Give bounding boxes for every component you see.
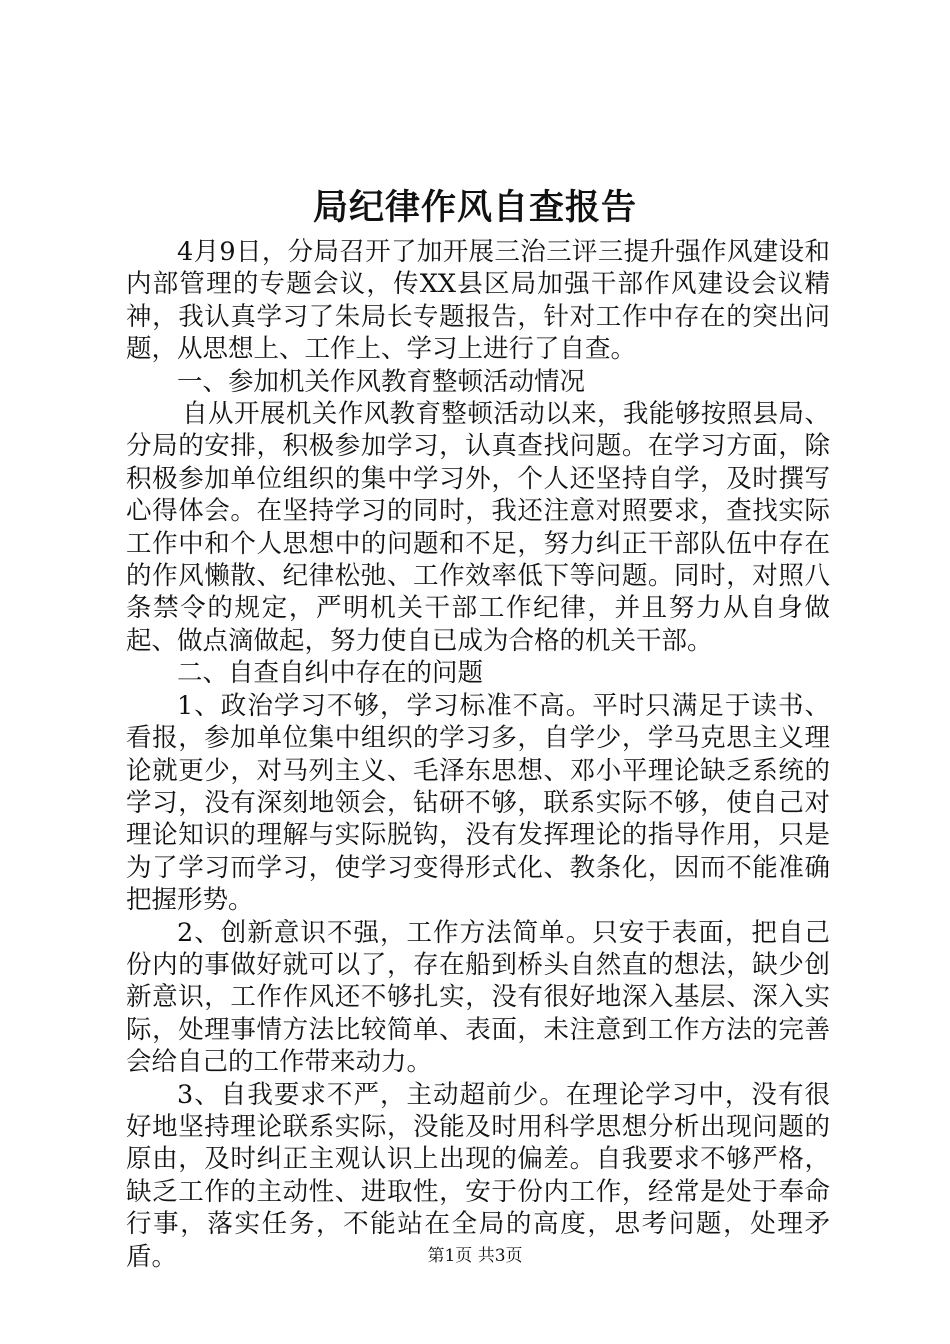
issue-paragraph-2: 2、创新意识不强，工作方法简单。只安于表面，把自己份内的事做好就可以了，存在船到桥头自然直的想法，缺少创新意识，工作作风还不够扎实，没有很好地深入基层、深入实际，处理事情方法比较简单、表面，未注意到工作方法的完善会给自己的工作带来动力。	[126, 917, 830, 1078]
section-heading-1: 一、参加机关作风教育整顿活动情况	[177, 366, 586, 397]
page-footer: 第1页 共3页	[427, 1246, 523, 1266]
document-title: 局纪律作风自查报告	[312, 187, 637, 228]
document-body	[126, 236, 830, 1273]
intro-paragraph: 4月9日，分局召开了加开展三治三评三提升强作风建设和内部管理的专题会议，传XX县区局加强干部作风建设会议精神，我认真学习了朱局长专题报告，针对工作中存在的突出问题，从思想上、工作上、学习上进行了自查。	[126, 237, 830, 365]
section-1-paragraph: 自从开展机关作风教育整顿活动以来，我能够按照县局、分局的安排，积极参加学习，认真查找问题。在学习方面，除积极参加单位组织的集中学习外，个人还坚持自学，及时撰写心得体会。在坚持学习的同时，我还注意对照要求，查找实际工作中和个人思想中的问题和不足，努力纠正干部队伍中存在的作风懒散、纪律松弛、工作效率低下等问题。同时，对照八条禁令的规定，严明机关干部工作纪律，并且努力从自身做起、做点滴做起，努力使自已成为合格的机关干部。	[126, 399, 830, 656]
issue-paragraph-1: 1、政治学习不够，学习标准不高。平时只满足于读书、看报，参加单位集中组织的学习多，自学少，学马克思主义理论就更少，对马列主义、毛泽东思想、邓小平理论缺乏系统的学习，没有深刻地领会，钻研不够，联系实际不够，使自己对理论知识的理解与实际脱钩，没有发挥理论的指导作用，只是为了学习而学习，使学习变得形式化、教条化，因而不能准确把握形势。	[126, 690, 830, 916]
issue-paragraph-3: 3、自我要求不严，主动超前少。在理论学习中，没有很好地坚持理论联系实际，没能及时用科学思想分析出现问题的原由，及时纠正主观认识上出现的偏差。自我要求不够严格，缺乏工作的主动性、进取性，安于份内工作，经常是处于奉命行事，落实任务，不能站在全局的高度，思考问题，处理矛盾。	[126, 1079, 830, 1272]
section-heading-2: 二、自查自纠中存在的问题	[177, 658, 484, 689]
